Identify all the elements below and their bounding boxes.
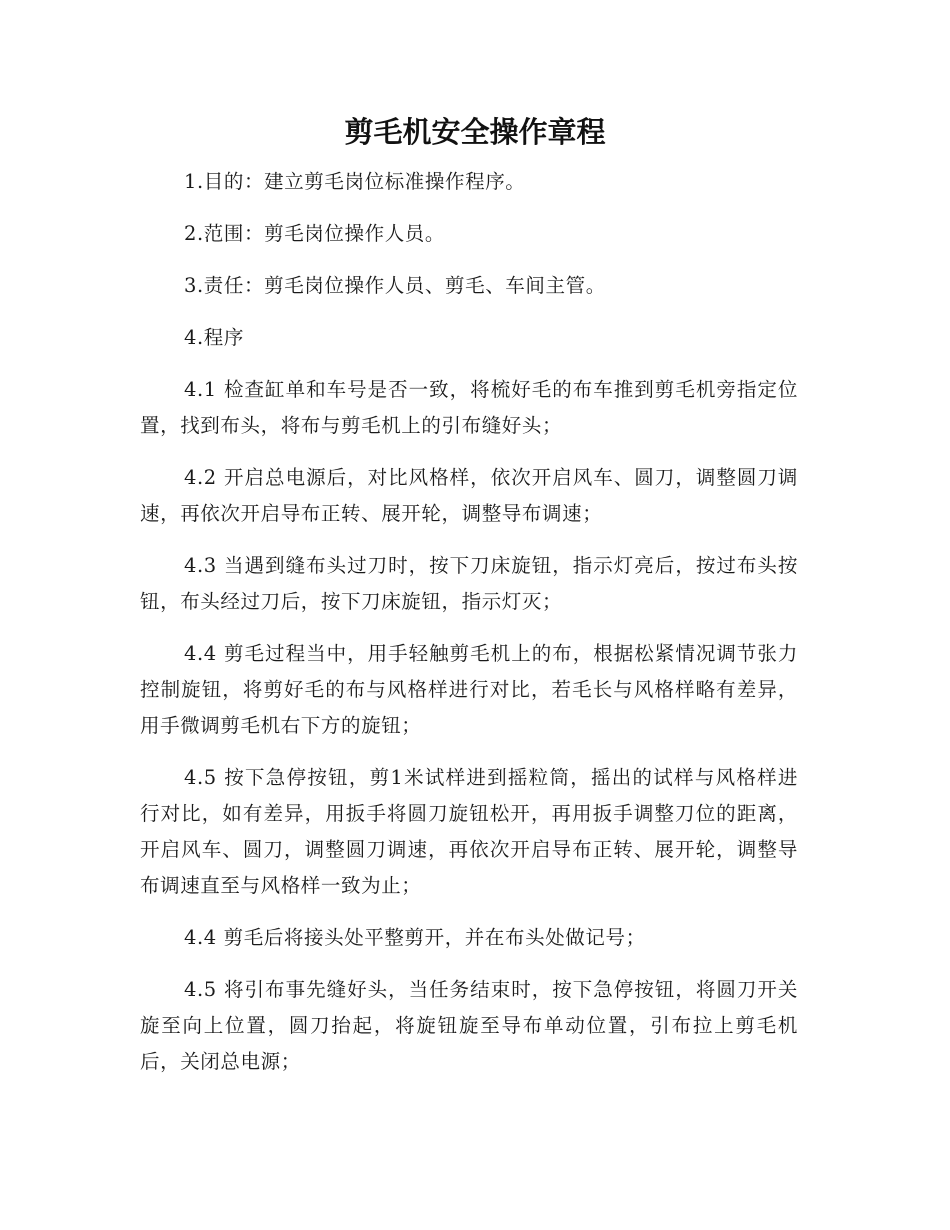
paragraph-purpose: 1.目的：建立剪毛岗位标准操作程序。 <box>184 170 526 193</box>
paragraph-step-4-3: 4.3 当遇到缝布头过刀时，按下刀床旋钮，指示灯亮后，按过布头按钮，布头经过刀后，按下刀床旋钮，指示灯灭； <box>140 554 798 613</box>
paragraph-step-4-5-second: 4.5 将引布事先缝好头，当任务结束时，按下急停按钮，将圆刀开关旋至向上位置，圆刀抬起，将旋钮旋至导布单动位置，引布拉上剪毛机后，关闭总电源； <box>140 978 798 1073</box>
paragraph-procedure-heading: 4.程序 <box>184 326 245 349</box>
document-body <box>140 164 798 1096</box>
paragraph-responsibility: 3.责任：剪毛岗位操作人员、剪毛、车间主管。 <box>184 274 606 297</box>
paragraph-step-4-4: 4.4 剪毛过程当中，用手轻触剪毛机上的布，根据松紧情况调节张力控制旋钮，将剪好毛的布与风格样进行对比，若毛长与风格样略有差异，用手微调剪毛机右下方的旋钮； <box>140 642 798 737</box>
paragraph-step-4-4-second: 4.4 剪毛后将接头处平整剪开，并在布头处做记号； <box>184 926 646 949</box>
document-title: 剪毛机安全操作章程 <box>344 115 606 149</box>
paragraph-step-4-5: 4.5 按下急停按钮，剪1米试样进到摇粒筒，摇出的试样与风格样进行对比，如有差异，用扳手将圆刀旋钮松开，再用扳手调整刀位的距离，开启风车、圆刀，调整圆刀调速，再依次开启导布正转、展开轮，调整导布调速直至与风格样一致为止； <box>140 766 798 897</box>
paragraph-step-4-2: 4.2 开启总电源后，对比风格样，依次开启风车、圆刀，调整圆刀调速，再依次开启导布正转、展开轮，调整导布调速； <box>140 466 798 525</box>
paragraph-scope: 2.范围：剪毛岗位操作人员。 <box>184 222 446 245</box>
paragraph-step-4-1: 4.1 检查缸单和车号是否一致，将梳好毛的布车推到剪毛机旁指定位置，找到布头，将布与剪毛机上的引布缝好头； <box>140 378 798 437</box>
